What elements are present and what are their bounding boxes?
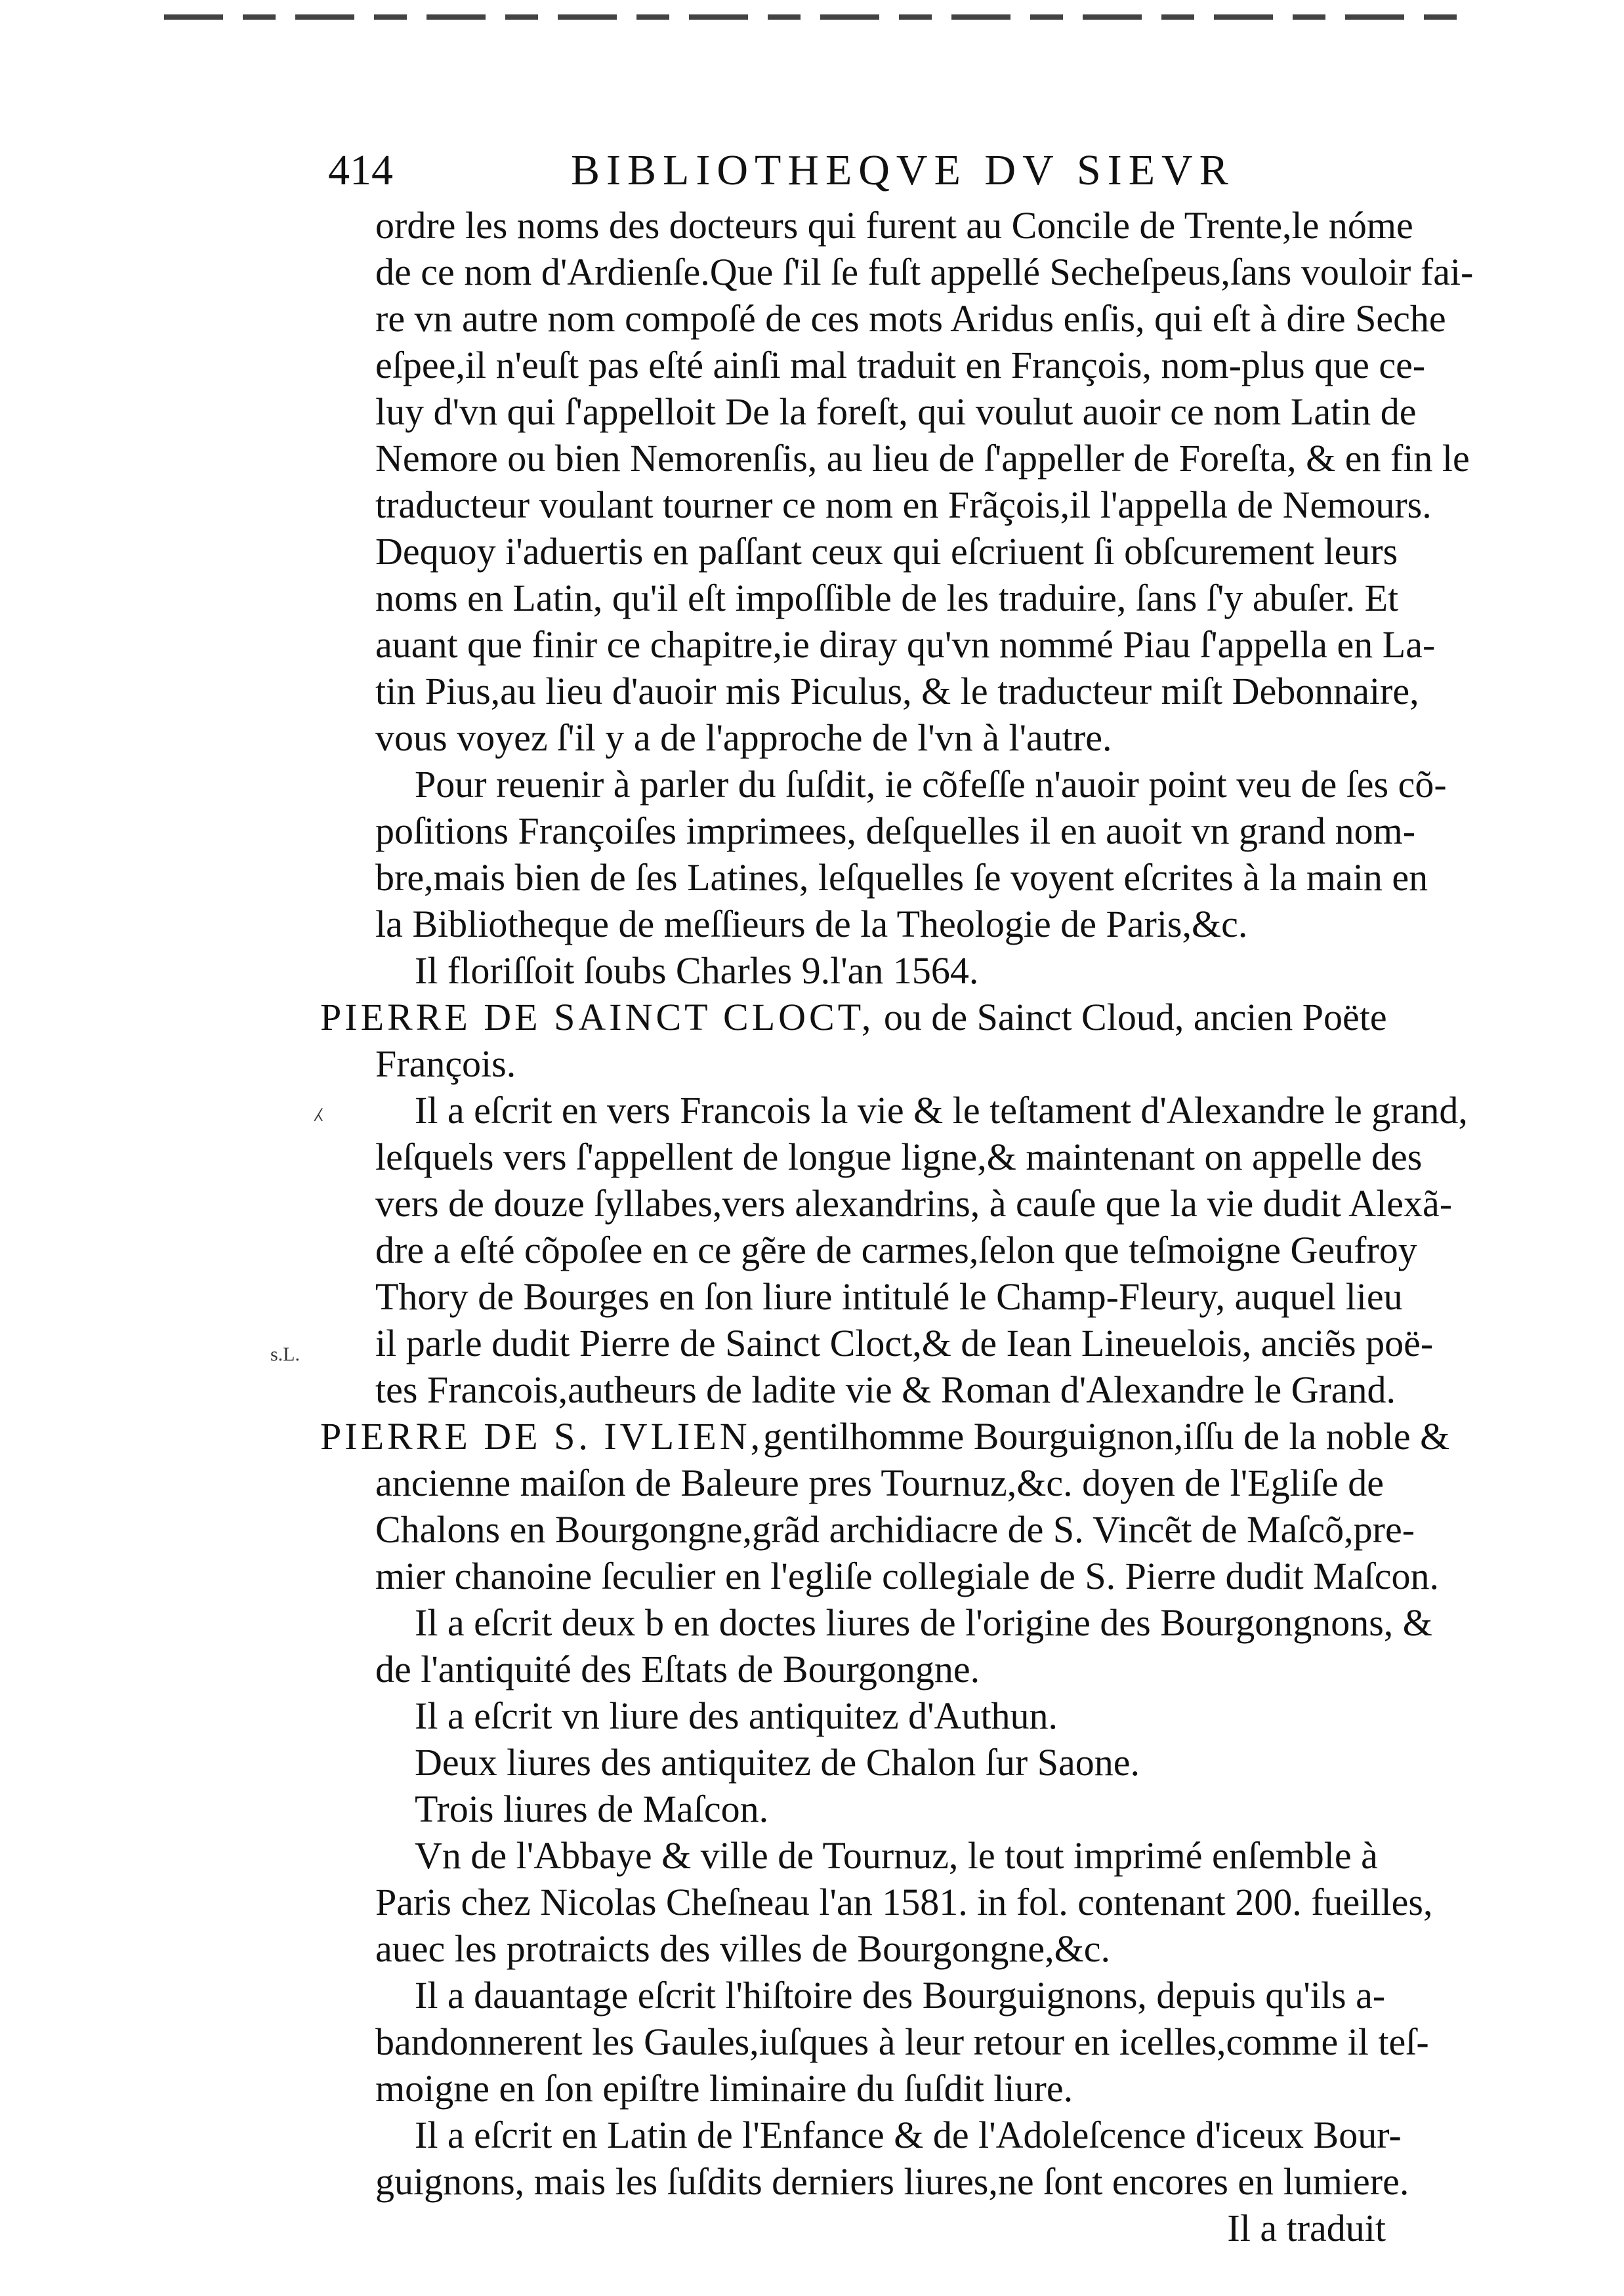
text-line: vous voyez ſ'il y a de l'approche de l'vn à l'autre. xyxy=(375,716,1112,759)
running-title: BIBLIOTHEQVE DV SIEVR xyxy=(571,146,1235,194)
text-line: moigne en ſon epiſtre liminaire du ſuſdit liure. xyxy=(375,2067,1073,2110)
text-line: de l'antiquité des Eſtats de Bourgongne. xyxy=(375,1648,980,1691)
text-line: ancienne maiſon de Baleure pres Tournuz,&c. doyen de l'Egliſe de xyxy=(375,1462,1384,1504)
text-line: Paris chez Nicolas Cheſneau l'an 1581. in fol. contenant 200. fueilles, xyxy=(375,1881,1433,1923)
paragraph-3 xyxy=(375,947,1425,994)
text-line: Thory de Bourges en ſon liure intitulé le Champ-Fleury, auquel lieu xyxy=(375,1275,1403,1318)
text-line: Pour reuenir à parler du ſuſdit, ie cõfeſſe n'auoir point veu de ſes cõ- xyxy=(415,763,1447,806)
entry-name: PIERRE DE SAINCT CLOCT, xyxy=(320,996,875,1038)
entry-heading-text: gentilhomme Bourguignon,iſſu de la noble & xyxy=(763,1415,1450,1458)
page-body xyxy=(320,202,1474,2251)
text-line: de ce nom d'Ardienſe.Que ſ'il ſe fuſt appellé Secheſpeus,ſans vouloir fai- xyxy=(375,251,1474,293)
page-number: 414 xyxy=(328,146,393,194)
text-line: vers de douze ſyllabes,vers alexandrins, à cauſe que la vie dudit Alexã- xyxy=(375,1182,1453,1225)
text-line: Nemore ou bien Nemorenſis, au lieu de ſ'appeller de Foreſta, & en fin le xyxy=(375,437,1470,480)
text-line: Chalons en Bourgongne,grãd archidiacre de S. Vincẽt de Maſcõ,pre- xyxy=(375,1508,1415,1551)
text-line: Il a dauantage eſcrit l'hiſtoire des Bourguignons, depuis qu'ils a- xyxy=(415,1974,1386,2017)
text-line: François. xyxy=(375,1042,516,1085)
text-line: tin Pius,au lieu d'auoir mis Piculus, & le traducteur miſt Debonnaire, xyxy=(375,670,1419,712)
text-line: noms en Latin, qu'il eſt impoſſible de les traduire, ſans ſ'y abuſer. Et xyxy=(375,577,1399,619)
text-line: la Bibliotheque de meſſieurs de la Theologie de Paris,&c. xyxy=(375,903,1248,945)
text-line: auec les protraicts des villes de Bourgongne,&c. xyxy=(375,1927,1110,1970)
text-line: leſquels vers ſ'appellent de longue ligne,& maintenant on appelle des xyxy=(375,1136,1423,1178)
text-line: Il a eſcrit deux b en doctes liures de l'origine des Bourgongnons, & xyxy=(415,1601,1432,1644)
text-line: Il a eſcrit vn liure des antiquitez d'Authun. xyxy=(415,1694,1058,1737)
margin-mark-left: ⁁ xyxy=(315,1091,322,1121)
text-line: tes Francois,autheurs de ladite vie & Roman d'Alexandre le Grand. xyxy=(375,1368,1396,1411)
entry-name: PIERRE DE S. IVLIEN, xyxy=(320,1415,764,1458)
entry-pierre-de-sainct-cloct xyxy=(320,994,1468,1413)
text-line: il parle dudit Pierre de Sainct Cloct,& de Iean Lineuelois, anciẽs poë- xyxy=(375,1322,1434,1364)
text-line: Il a eſcrit en vers Francois la vie & le teſtament d'Alexandre le grand, xyxy=(415,1089,1468,1132)
margin-note-sl: s.L. xyxy=(270,1343,300,1365)
entry-heading-text: ou de Sainct Cloud, ancien Poëte xyxy=(874,996,1387,1038)
text-line: bre,mais bien de ſes Latines, leſquelles ſe voyent eſcrites à la main en xyxy=(375,856,1428,899)
text-line: traducteur voulant tourner ce nom en Frãçois,il l'appella de Nemours. xyxy=(375,483,1432,526)
text-line: mier chanoine ſeculier en l'egliſe collegiale de S. Pierre dudit Maſcon. xyxy=(375,1555,1439,1597)
entry-pierre-de-s-iulien xyxy=(320,1413,1450,2251)
paragraph-1 xyxy=(375,202,1474,761)
text-line: eſpee,il n'euſt pas eſté ainſi mal traduit en François, nom-plus que ce- xyxy=(375,344,1426,386)
text-line: Deux liures des antiquitez de Chalon ſur Saone. xyxy=(415,1741,1140,1784)
text-line: Il floriſſoit ſoubs Charles 9.l'an 1564. xyxy=(415,949,979,992)
text-line: poſitions Françoiſes imprimees, deſquelles il en auoit vn grand nom- xyxy=(375,810,1416,852)
top-rule xyxy=(164,14,1463,20)
text-line: Il a eſcrit en Latin de l'Enfance & de l'Adoleſcence d'iceux Bour- xyxy=(415,2114,1402,2156)
text-line: Trois liures de Maſcon. xyxy=(415,1788,769,1830)
text-line: ordre les noms des docteurs qui furent au Concile de Trente,le nóme xyxy=(375,204,1413,247)
text-line: re vn autre nom compoſé de ces mots Aridus enſis, qui eſt à dire Seche xyxy=(375,297,1446,340)
text-line: guignons, mais les ſuſdits derniers liures,ne ſont encores en lumiere. xyxy=(375,2160,1409,2203)
catchword: Il a traduit xyxy=(1227,2207,1386,2249)
paragraph-2 xyxy=(375,761,1447,947)
text-line: bandonnerent les Gaules,iuſques à leur retour en icelles,comme il teſ- xyxy=(375,2020,1429,2063)
entry-heading xyxy=(320,1413,1450,1460)
text-line: dre a eſté cõpoſee en ce gẽre de carmes,ſelon que teſmoigne Geufroy xyxy=(375,1229,1417,1271)
text-line: luy d'vn qui ſ'appelloit De la foreſt, qui voulut auoir ce nom Latin de xyxy=(375,390,1417,433)
text-line: auant que finir ce chapitre,ie diray qu'vn nommé Piau ſ'appella en La- xyxy=(375,623,1436,666)
text-line: Dequoy i'aduertis en paſſant ceux qui eſcriuent ſi obſcurement leurs xyxy=(375,530,1398,573)
entry-heading xyxy=(320,994,1425,1040)
text-line: Vn de l'Abbaye & ville de Tournuz, le tout imprimé enſemble à xyxy=(415,1834,1378,1877)
